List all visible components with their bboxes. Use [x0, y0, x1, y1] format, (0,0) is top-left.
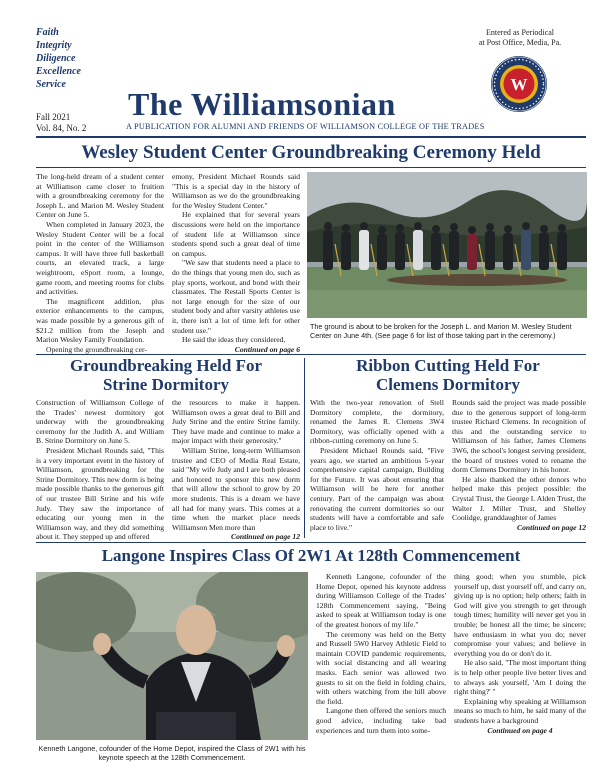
article1-paragraph: He explained that for several years discussions were held on the importance of student life at Williamson since students spend such a great deal of time on campus.: [172, 210, 300, 258]
motto-diligence: Diligence: [36, 53, 76, 64]
article3-paragraph: With the two-year renovation of Stell Dormitory complete, the dormitory, renamed the James R. Clemens 3W4 Dormitory, was officially opened with a ribbon-cutting ceremony on June 5.: [310, 398, 444, 446]
article2-paragraph: the resources to make it happen. Williamson owes a great deal to Bill and Judy Strine and the entire Strine family. They have made and continue to make a major impact with their generosity.": [172, 398, 300, 446]
newsletter-tagline: A PUBLICATION FOR ALUMNI AND FRIENDS OF WILLIAMSON COLLEGE OF THE TRADES: [126, 122, 485, 131]
article4-paragraph: The ceremony was held on the Betty and Russell 5W0 Harvey Athletic Field to maintain COVID pandemic requirements, with social distancing and all wearing masks. Each senior was allowed two guests to sit on the field in folding chairs, with others watching from the hill above the field.: [316, 629, 446, 706]
newsletter-title: The Williamsonian: [128, 86, 396, 122]
article1-rule: [36, 167, 586, 168]
article4-continued: Continued on page 4: [487, 725, 553, 735]
motto-excellence: Excellence: [36, 66, 81, 77]
article2-col1: [36, 398, 164, 542]
article2-continued: Continued on page 12: [231, 532, 300, 542]
periodical-notice-line2: at Post Office, Media, Pa.: [478, 38, 562, 47]
motto-faith: Faith: [36, 27, 59, 38]
article1-paragraph: The long-held dream of a student center at Williamson came closer to fruition with a groundbreaking ceremony for the Joseph L. and Marion M. Wesley Student Center on June 5.: [36, 172, 164, 220]
seal-letter: W: [510, 75, 528, 94]
article3-headline: [310, 356, 586, 394]
article4-col2: [454, 572, 586, 735]
article3-paragraph: President Michael Rounds said, "Five years ago, we started an ambitious 5-year comprehensive capital campaign, Building for the Future. It was about ensuring that Williamson will be here for another century. Part of the campaign was about renovating the current dormitories so our students will have a comfortable and safe place to live.": [310, 445, 444, 532]
article2-col2: [172, 398, 300, 542]
langone-photo-caption: Kenneth Langone, cofounder of the Home Depot, inspired the Class of 2W1 with his keynote speech at the 128th Commencement.: [38, 744, 306, 762]
motto-integrity: Integrity: [36, 40, 72, 51]
groundbreaking-photo-caption: The ground is about to be broken for the Joseph L. and Marion M. Wesley Student Center on June 4th. (See page 6 for list of those taking part in the ceremony.): [310, 322, 572, 340]
langone-photo: [36, 572, 308, 740]
article1-col1: [36, 172, 164, 354]
article1-paragraph: Opening the groundbreaking cer-: [46, 344, 147, 354]
article1-paragraph: The magnificent addition, plus exterior enhancements to the campus, was made possible by a generous gift of $21.2 million from the Joseph and Marion Wesley Family Foundation.: [36, 296, 164, 345]
article1-paragraph: He said the ideas they considered,: [182, 335, 286, 345]
article1-paragraph: When completed in January 2023, the Wesley Student Center will be a focal point in the center of the Williamson campus. It will have three full basketball courts, an elevated track, a large weightroom, eSport room, a lounge, game room, and meeting rooms for clubs and activities.: [36, 219, 164, 297]
periodical-notice: [460, 28, 580, 48]
article1-paragraph: "We saw that students need a place to do the things that young men do, such as play sports, workout, and bond with their classmates. The Restall Sports Center is not large enough for the size of our student body and after varsity athletes use it, there isn't a lot of time left for other student use.": [172, 258, 300, 335]
article4-headline: Langone Inspires Class Of 2W1 At 128th Commencement: [101, 546, 521, 565]
article1-continued: Continued on page 6: [234, 344, 300, 354]
article4-paragraph: He also said, "The most important thing is to help other people live better lives and to always ask yourself, 'Am I doing the right thing?' ": [454, 658, 586, 697]
article4-paragraph: Explaining why speaking at Williamson means so much to him, he said many of the students have a background: [454, 696, 586, 725]
article2-paragraph: President Michael Rounds said, "This is a very important event in the history of Williamson, groundbreaking for the Strine Dormitory. This new dorm is being made possible thanks to the generous gift of our trustee Bill Strine and his wife Judy. They saw the importance of educating our young men in the Williamson way, and they did something about it. They stepped up and offered: [36, 445, 164, 542]
article1-headline: Wesley Student Center Groundbreaking Ceremony Held: [81, 142, 541, 163]
motto-list: [36, 26, 81, 91]
issue-info: [36, 112, 86, 134]
article2-paragraph: William Strine, long-term Williamson trustee and CEO of Media Real Estate, said "My wife Judy and I are both pleased and honored to sponsor this new dorm that will allow the school to grow by 20 more students. This is a dream we have all had for many years. This comes at a time when the market place needs Williamson Men more than: [172, 445, 300, 532]
article2-headline-line2: Strine Dormitory: [102, 375, 230, 394]
periodical-notice-line1: Entered as Periodical: [486, 28, 554, 37]
issue-volume: Vol. 84, No. 2: [36, 123, 87, 133]
section-rule: [36, 354, 586, 355]
article3-col2: [452, 398, 586, 532]
article4-paragraph: Kenneth Langone, cofounder of the Home Depot, opened his keynote address during Williamson College of the Trades' 128th Commencement saying, "Being asked to speak at Williamson today is one of the greatest honors of my life.": [316, 572, 446, 629]
article3-paragraph: He also thanked the other donors who helped make this project possible: the Crystal Trust, the George I. Alden Trust, the Walter J. Miller Trust, and Shelley Coolidge, granddaughter of James: [452, 474, 586, 523]
motto-service: Service: [36, 79, 66, 90]
article3-headline-line1: Ribbon Cutting Held For: [356, 356, 540, 375]
article4-paragraph: thing good; when you stumble, pick yourself up, dust yourself off, and carry on, giving up is no option; help others; faith in God will give you strength to get through tough times; humility will never get you in trouble; be honest all the time; be sincere; have enthusiasm in what you do; never compromise your values; and believe in everything you do or don't do it.: [454, 572, 586, 658]
article3-col1: [310, 398, 444, 532]
article4-paragraph: Langone then offered the seniors much good advice, including take bad experiences and turn them into some-: [316, 706, 446, 735]
article2-paragraph: Construction of Williamson College of the Trades' newest dormitory got underway with the groundbreaking ceremony for the Judith A. and William B. Strine Dormitory on June 5.: [36, 398, 164, 446]
column-divider: [304, 358, 305, 538]
article3-headline-line2: Clemens Dormitory: [376, 375, 520, 394]
section-rule: [36, 542, 586, 543]
article2-headline-line1: Groundbreaking Held For: [69, 356, 263, 375]
article1-col2: [172, 172, 300, 354]
article2-headline: [36, 356, 296, 394]
article4-col1: [316, 572, 446, 735]
article1-paragraph: emony, President Michael Rounds said "This is a special day in the history of Williamson as we do the groundbreaking for the Wesley Student Center.": [172, 172, 300, 210]
masthead-rule: [36, 136, 586, 138]
issue-season: Fall 2021: [36, 112, 71, 122]
article3-continued: Continued on page 12: [517, 522, 586, 532]
article3-paragraph: Rounds said the project was made possible due to the generous support of long-term trustee Richard Clemens. In recognition of this and the outstanding service to Williamson of his father, James Clemens 3W6, the school's longest serving president, the board of trustees voted to rename the dorm Clemens Dormitory in his honor.: [452, 398, 586, 475]
groundbreaking-photo: [307, 172, 587, 318]
college-seal-icon: [490, 55, 548, 113]
